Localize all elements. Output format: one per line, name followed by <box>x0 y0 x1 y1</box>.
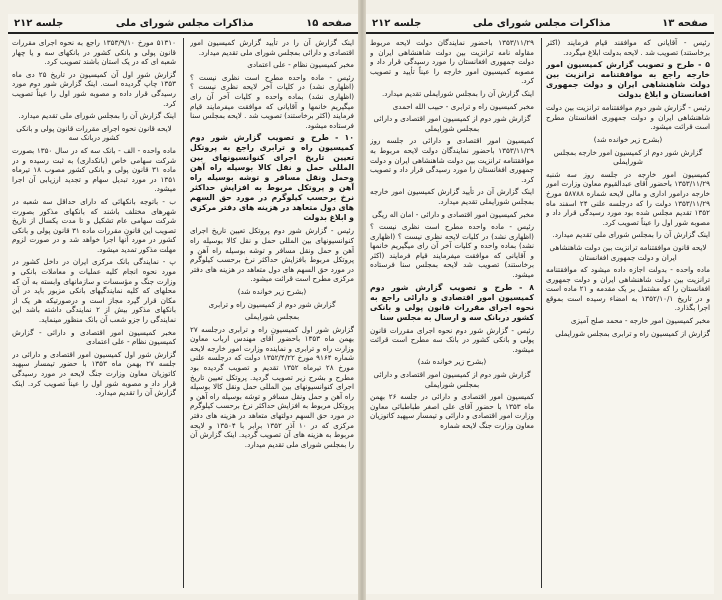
text-paragraph: مخبر کمیسیون امور اقتصادی و دارائی - گزارش کمیسیون نظام - علی اعتمادی <box>12 327 176 347</box>
text-paragraph: مخبر کمیسیون امور اقتصادی و دارائی - امان اله ریگی <box>372 209 534 219</box>
text-paragraph: اینک گزارش آن در تأیید گزارش کمیسیون امور خارجه بمجلس شورایملی تقدیم میدارد. <box>370 187 534 206</box>
text-paragraph: اینک گزارش آن را بمجلس شورایملی تقدیم میدارد. <box>382 88 534 98</box>
text-paragraph: ماده واحده - الف - بانک سه که در سال ۱۳۵۰ بصورت شرکت سهامی خاص (بانکداری) به ثبت رسیده و در ماده ۳۱ قانون پولی و بانکی کشور مصوب ۱۸ تیرماه ۱۳۵۱ در مورد تبدیل سهام و تجدید ارزیابی آن اجرا میشود. <box>12 145 176 194</box>
text-paragraph: (بشرح زیر خوانده شد) <box>593 134 663 144</box>
section-heading: ۸ - طرح و تصویب گزارش شور دوم کمیسیون امور اقتصادی و دارائی راجع به نحوه اجرای مقررات قانون پولی و بانکی کشور دربانک سه و ارسال به مجلس سنا <box>370 282 534 322</box>
right-page-number: صفحه ۱۳ <box>662 17 708 29</box>
text-paragraph: رئیس - گزارش شور دوم نحوه اجرای مقررات قانون پولی و بانکی کشور در بانک سه مطرح است قرائت میشود. <box>370 325 534 354</box>
text-paragraph: رئیس - آقایانی که موافقند قیام فرمایند (اکثر برخاستند) تصویب شد . لایحه بدولت ابلاغ میگردد. <box>546 38 710 57</box>
text-paragraph: پ - نمایندگی بانک مرکزی ایران در داخل کشور در مورد نحوه انجام کلیه عملیات و معاملات بانکی و وزارت جنگ و مؤسسات و سازمانهای وابسته به آن که محلهای که کلیه نمایندگیهای بانکی مزبور باید در آن مکان قرار گیرد مجاز است و درصورتیکه هر یک از بانکهای مذکور بیش از ۲ نمایندگی داشته باشد این نمایندگی را جزو شعب آن بانک منظور مینماید. <box>12 257 176 325</box>
right-column-divider <box>541 38 542 588</box>
text-paragraph: مخبر کمیسیون راه و ترابری - حبیب الله احمدی <box>392 101 534 111</box>
text-paragraph: اینک گزارش آن را در تأیید گزارش کمیسیون امور اقتصادی و دارائی بمجلس شورای ملی تقدیم میدارد. <box>190 38 354 57</box>
text-paragraph: گزارش شور اول کمیسیون راه و ترابری درجلسه ۲۷ بهمن ماه ۱۳۵۳ باحضور آقای مهندس ارباب معاون وزارت راه و ترابری و نماینده وزارت امور خارجه لایحه شماره ۹۱۶۴ مورخ ۱۳۵۲/۴/۲۲ دولت که درجلسه علنی مورخ ۲۸ تیرماه ۱۳۵۲ تقدیم و تصویب گردیده بود مطرح و بشرح زیر تصویب گردید. پروتکل تعیین تاریخ اجرای کنوانسیونهای بین المللی حمل ونقل کالا بوسیله راه آهن و حمل ونقل مسافر و توشه بوسیله راه آهن و پروتکل مربوط به افزایش حداکثر نرخ برحسب کیلوگرم در مورد حق السهم دولتهای متعاهد در هزینه های دفتر مرکزی که در ۱۰ آذر ۱۳۵۲ برابر با ۱۳۵۰۴ و لایحه مربوط به هزینه های آن تصویب گردید. اینک گزارش آن را بمجلس شورای ملی تقدیم میدارد. <box>190 324 354 449</box>
text-paragraph: کمیسیون امور اقتصادی و دارائی در جلسه روز ۱۳۵۳/۱۱/۲۹ باحضور نمایندگان دولت لایحه مربوط به موافقتنامه ترانزیت بین دولت شاهنشاهی ایران و دولت جمهوری افغانستان را مورد رسیدگی قرار داد و تصویب کرد. <box>370 136 534 184</box>
right-page-columns <box>370 38 710 588</box>
left-column-divider <box>183 38 184 588</box>
right-page-left-column <box>370 38 534 588</box>
text-paragraph: لایحه قانون موافقتنامه ترانزیت بین دولت شاهنشاهی ایران و دولت جمهوری افغانستان <box>549 242 707 262</box>
text-paragraph: گزارش شور دوم از کمیسیون امور خارجه بمجلس شورایملی <box>553 147 703 167</box>
text-paragraph: رئیس - ماده واحده مطرح است نظری نیست ؟ (اظهاری نشد) در کلیات آخر لایحه نظری نیست ؟ (اظهاری نشد) بماده واحده و کلیات آخر آن رای میگیریم خانمها و آقایانی که موافقت میفرمایند قیام فرمایند (اکثر برخاستند) تصویب شد . لایحه بمجلس سنا فرستاده میشود. <box>190 72 354 130</box>
text-paragraph: گزارش شور اول آن کمیسیون در تاریخ ۲۵ دی ماه ۱۳۵۳ چاپ گردیده است. اینک گزارش شور دوم مورد رسیدگی قرار داده و مصوبه شور اول را عیناً تصویب کرد. <box>12 69 176 108</box>
left-running-head <box>8 14 358 34</box>
right-running-title: مذاکرات مجلس شورای ملی <box>472 17 611 29</box>
text-paragraph: گزارش از کمیسیون راه و ترابری بمجلس شورایملی <box>555 328 710 338</box>
text-paragraph: کمیسیون امور اقتصادی و دارائی در جلسه ۲۶ بهمن ماه ۱۳۵۳ با حضور آقای علی اصغر طباطبائی معاون وزارت امور اقتصادی و دارائی و تیمسار سپهبد کاتوزیان معاون وزارت جنگ لایحه شماره <box>370 392 534 430</box>
left-page-right-column <box>190 38 354 588</box>
left-page-left-column <box>12 38 176 588</box>
left-running-title: مذاکرات مجلس شورای ملی <box>115 17 254 29</box>
text-paragraph: (بشرح زیر خوانده شد) <box>417 357 487 367</box>
left-page <box>8 14 358 594</box>
text-paragraph: لایحه قانون نحوه اجرای مقررات قانون پولی و بانکی کشور دربانک سه <box>16 123 172 143</box>
text-paragraph: اینک گزارش آن را بمجلس شورای ملی تقدیم میدارد. <box>18 111 176 121</box>
text-paragraph: گزارش شور اول کمیسیون امور اقتصادی و دارائی در جلسه ۲۷ بهمن ماه ۱۳۵۳ با حضور تیمسار سپهبد کاتوزیان معاون وزارت جنگ لایحه در مورد رسیدگی قرار داد و مصوبه شور اول را عیناً تصویب کرد. اینک گزارش آن را تقدیم میدارد. <box>12 349 176 398</box>
section-heading: ۱۰ - طرح و تصویب گزارش شور دوم کمیسیون راه و ترابری راجع به پروتکل تعیین تاریخ اجرای کنوانسیونهای بین المللی حمل و نقل کالا بوسیله راه آهن وحمل ونقل مسافر و توشه بوسیله راه آهن و پروتکل مربوط به افزایش حداکثر نرخ برحسب کیلوگرم در مورد حق السهم های دول متعاهد در هزینه های دفتر مرکزی و ابلاغ بدولت <box>190 133 354 223</box>
text-paragraph: (بشرح زیر خوانده شد) <box>237 286 307 296</box>
right-page-right-column <box>546 38 710 588</box>
text-paragraph: رئیس - گزارش شور دوم پروتکل تعیین تاریخ اجرای کنوانسیونهای بین المللی حمل و نقل کالا بوسیله راه آهن و حمل ونقل مسافر و توشه بوسیله راه آهن و پروتکل مربوط بافزایش حداکثر نرخ برحسب کیلوگرم در مورد حق السهم های دول متعاهد در هزینه های دفتر مرکزی مطرح است قرائت میشود. <box>190 226 354 284</box>
text-paragraph: کمیسیون امور خارجه در جلسه روز سه شنبه ۱۳۵۳/۱۱/۲۹ باحضور آقای عبدالقیوم معاون وزارت امور خارجه درامور اداری و مالی لایحه شماره ۵۸۷۸۸ مورخ ۱۳۵۳/۱۱/۲۹ دولت را که درجلسه علنی ۲۴ اسفند ماه ۱۳۵۲ تقدیم مجلس شده بود مورد رسیدگی قرار داد و مصوبه شور اول را عیناً تصویب کرد. <box>546 169 710 227</box>
section-heading: ۵ - طرح و تصویب گزارش کمیسیون امور خارجه راجع به موافقتنامه ترانزیت بین دولت شاهنشاهی ایران و دولت جمهوری افغانستان و ابلاغ بدولت <box>546 60 710 100</box>
text-paragraph: رئیس - ماده واحده مطرح است نظری نیست ؟ (اظهاری نشد) در کلیات لایحه نظری نیست ؟ (اظهاری نشد) بماده واحده و کلیات آخر آن رای میگیریم خانمها و آقایانی که موافقت میفرمایند قیام فرمایند (اکثر برخاستند) تصویب شد لایحه بمجلس سنا فرستاده میشود. <box>370 222 534 280</box>
left-page-columns <box>12 38 354 588</box>
text-paragraph: مخبر کمیسیون امور خارجه - محمد صلح آمیزی <box>570 316 710 326</box>
text-paragraph: ۱۳۵۳/۱۱/۲۹ باحضور نمایندگان دولت لایحه مربوط مقاوله نامه ترانزیت بین دولت شاهنشاهی ایران و دولت جمهوری افغانستان را مورد رسیدگی قرار داد و مصوبه کمیسیون امور خارجه را عیناً تأیید و تصویب کرد. <box>370 38 534 86</box>
text-paragraph: ماده واحده - بدولت اجازه داده میشود که موافقتنامه ترانزیت بین دولت شاهنشاهی ایران و دولت جمهوری افغانستان را که مشتمل بر یک مقدمه و ۲۱ ماده است و در تاریخ ۱۳۵۲/۱۰/۱ به امضاء رسیده است بموقع اجرا بگذارد. <box>546 265 710 313</box>
text-paragraph: گزارش شور دوم از کمیسیون راه و ترابری <box>208 299 336 309</box>
right-running-head <box>366 14 714 34</box>
book-gutter <box>358 0 366 600</box>
text-paragraph: اینک گزارش آن را بمجلس شورای ملی تقدیم میدارد. <box>552 230 710 240</box>
left-session-label: جلسه ۲۱۲ <box>14 17 64 29</box>
right-page <box>366 14 714 594</box>
text-paragraph: ب - باتوجه بانکهائی که دارای حداقل سه شعبه در شهرهای مختلف باشند که بانکهای مذکور بصورت شرکت سهامی عام تشکیل و تا مدت یکسال از تاریخ تصویب این قانون مقررات ماده ۳۱ قانون پولی و بانکی کشور در مورد آنها اجرا خواهد شد و در صورت لزوم مهلت مذکور تمدید میشود. <box>12 196 176 254</box>
text-paragraph: رئیس - گزارش شور دوم موافقتنامه ترانزیت بین دولت شاهنشاهی ایران و دولت جمهوری افغانستان مطرح است قرائت میشود. <box>546 103 710 132</box>
text-paragraph: بمجلس شورایملی <box>244 312 300 322</box>
text-paragraph: ۵۱۳۱۰ مورخ ۱۳۵۳/۹/۱۰ راجع به نحوه اجرای مقررات قانون پولی و بانکی کشور در بانکهای سه و یا چهار شعبه ای که در یک استان باشند تصویب کرد. <box>12 38 176 67</box>
right-session-label: جلسه ۲۱۲ <box>372 17 422 29</box>
text-paragraph: گزارش شور دوم از کمیسیون امور اقتصادی و دارائی بمجلس شورایملی <box>373 370 531 389</box>
left-page-number: صفحه ۱۵ <box>306 17 352 29</box>
text-paragraph: گزارش شور دوم از کمیسیون امور اقتصادی و دارائی بمجلس شورایملی <box>373 114 531 133</box>
text-paragraph: مخبر کمیسیون نظام - علی اعتمادی <box>247 60 354 70</box>
